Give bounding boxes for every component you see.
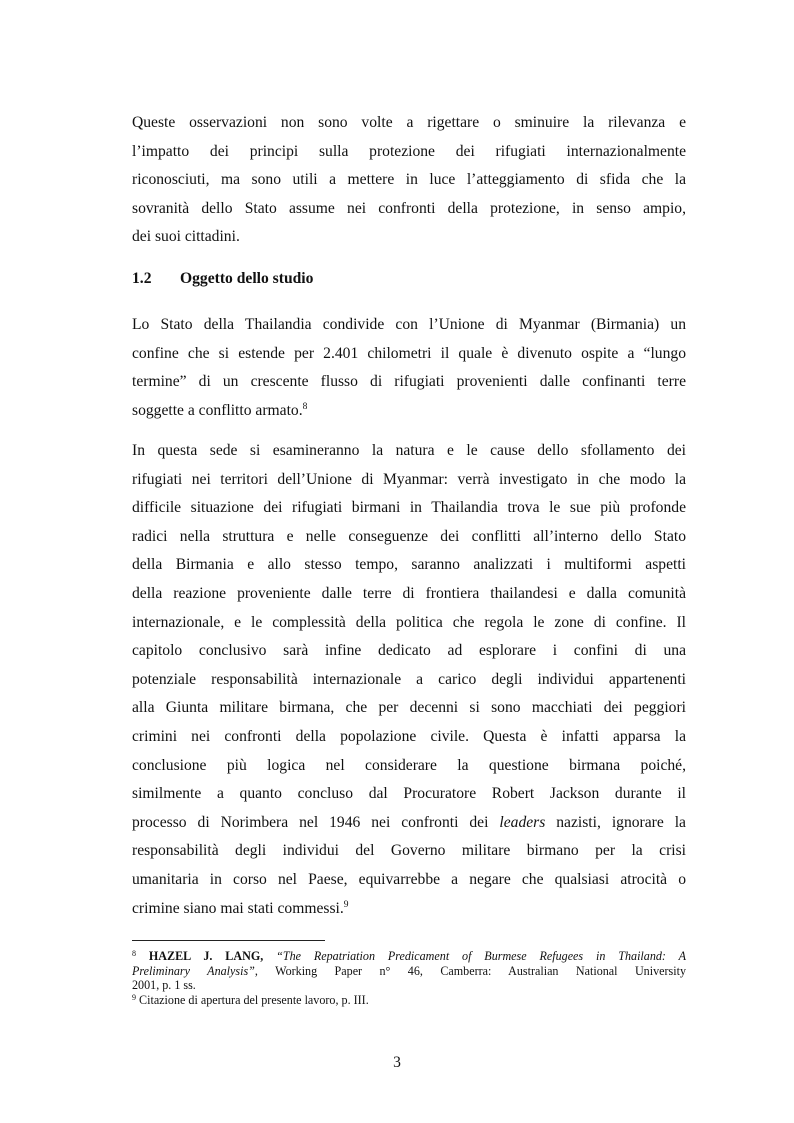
- text-line: responsabilità degli individui del Governo militare birmano per la crisi: [132, 842, 686, 860]
- footnote-title: “The Repatriation Predicament of Burmese Refugees in Thailand: A: [276, 949, 686, 963]
- text-line: umanitaria in corso nel Paese, equivarrebbe a negare che qualsiasi atrocità o: [132, 870, 686, 888]
- footnote-line: 2001, p. 1 ss.: [132, 978, 196, 992]
- text-line: crimini nei confronti della popolazione civile. Questa è infatti apparsa la: [132, 727, 686, 745]
- text-line: della Birmania e allo stesso tempo, saranno analizzati i multiformi aspetti: [132, 556, 686, 574]
- text-line: [132, 397, 686, 426]
- section-number: 1.2: [132, 270, 152, 287]
- text-line: internazionale, e le complessità della politica che regola le zone di confine. Il: [132, 613, 686, 631]
- footnote-reference: 8: [302, 401, 308, 412]
- footnote-9: [132, 993, 686, 1008]
- text-line: Lo Stato della Thailandia condivide con l’Unione di Myanmar (Birmania) un: [132, 316, 686, 333]
- footnote-line: [132, 964, 686, 979]
- text-line: alla Giunta militare birmana, che per decenni si sono macchiati dei peggiori: [132, 699, 686, 717]
- footnote-reference: 9: [343, 899, 349, 910]
- text-line: sovranità dello Stato assume nei confronti della protezione, in senso ampio,: [132, 199, 686, 217]
- footnote-marker: 8: [132, 949, 136, 958]
- paragraph-study: [132, 437, 686, 923]
- text-line: riconosciuti, ma sono utili a mettere in luce l’atteggiamento di sfida che la: [132, 171, 686, 189]
- text-line: In questa sede si esamineranno la natura e le cause dello sfollamento dei: [132, 442, 686, 459]
- text-line: rifugiati nei territori dell’Unione di Myanmar: verrà investigato in che modo la: [132, 470, 686, 488]
- text-line: conclusione più logica nel considerare la questione birmana poiché,: [132, 756, 686, 774]
- section-title: Oggetto dello studio: [180, 270, 314, 287]
- footnote-text: Citazione di apertura del presente lavoro, p. III.: [139, 993, 369, 1007]
- text-line: [132, 809, 686, 838]
- page-number: 3: [393, 1054, 401, 1071]
- footnote-8: [132, 949, 686, 993]
- footnote-line: [132, 993, 686, 1008]
- footnote-text: , Working Paper n° 46, Camberra: Australian National University: [254, 963, 686, 978]
- footnote-title: Preliminary Analysis”: [132, 963, 255, 978]
- text-line: confine che si estende per 2.401 chilometri il quale è divenuto ospite a “lungo: [132, 344, 686, 362]
- paragraph-border: [132, 311, 686, 425]
- text-fragment: crimine siano mai stati commessi.: [132, 899, 344, 917]
- text-line: [132, 895, 686, 924]
- text-fragment: soggette a conflitto armato.: [132, 401, 303, 419]
- text-fragment: processo di Norimbera nel 1946 nei confronti dei: [132, 813, 500, 831]
- text-line: difficile situazione dei rifugiati birmani in Thailandia trova le sue più profonde: [132, 499, 686, 517]
- text-line: potenziale responsabilità internazionale a carico degli individui appartenenti: [132, 670, 686, 688]
- footnote-marker: 9: [132, 993, 136, 1002]
- text-line: radici nella struttura e nelle conseguenze dei conflitti all’interno dello Stato: [132, 527, 686, 545]
- paragraph-intro: [132, 109, 686, 252]
- section-heading: [132, 265, 313, 293]
- footnote-author: HAZEL J. LANG,: [148, 949, 264, 963]
- text-line: similmente a quanto concluso dal Procuratore Robert Jackson durante il: [132, 785, 686, 803]
- text-line: dei suoi cittadini.: [132, 228, 240, 246]
- text-line: della reazione proveniente dalle terre di frontiera thailandesi e dalla comunità: [132, 584, 686, 602]
- footnote-line: [132, 949, 686, 964]
- italic-text: leaders: [499, 813, 546, 831]
- text-line: Queste osservazioni non sono volte a rigettare o sminuire la rilevanza e: [132, 114, 686, 131]
- text-line: termine” di un crescente flusso di rifugiati provenienti dalle confinanti terre: [132, 373, 686, 391]
- footnote-separator: [132, 940, 325, 941]
- text-line: capitolo conclusivo sarà infine dedicato ad esplorare i confini di una: [132, 642, 686, 660]
- text-line: l’impatto dei principi sulla protezione dei rifugiati internazionalmente: [132, 142, 686, 160]
- text-fragment: nazisti, ignorare la: [545, 813, 686, 831]
